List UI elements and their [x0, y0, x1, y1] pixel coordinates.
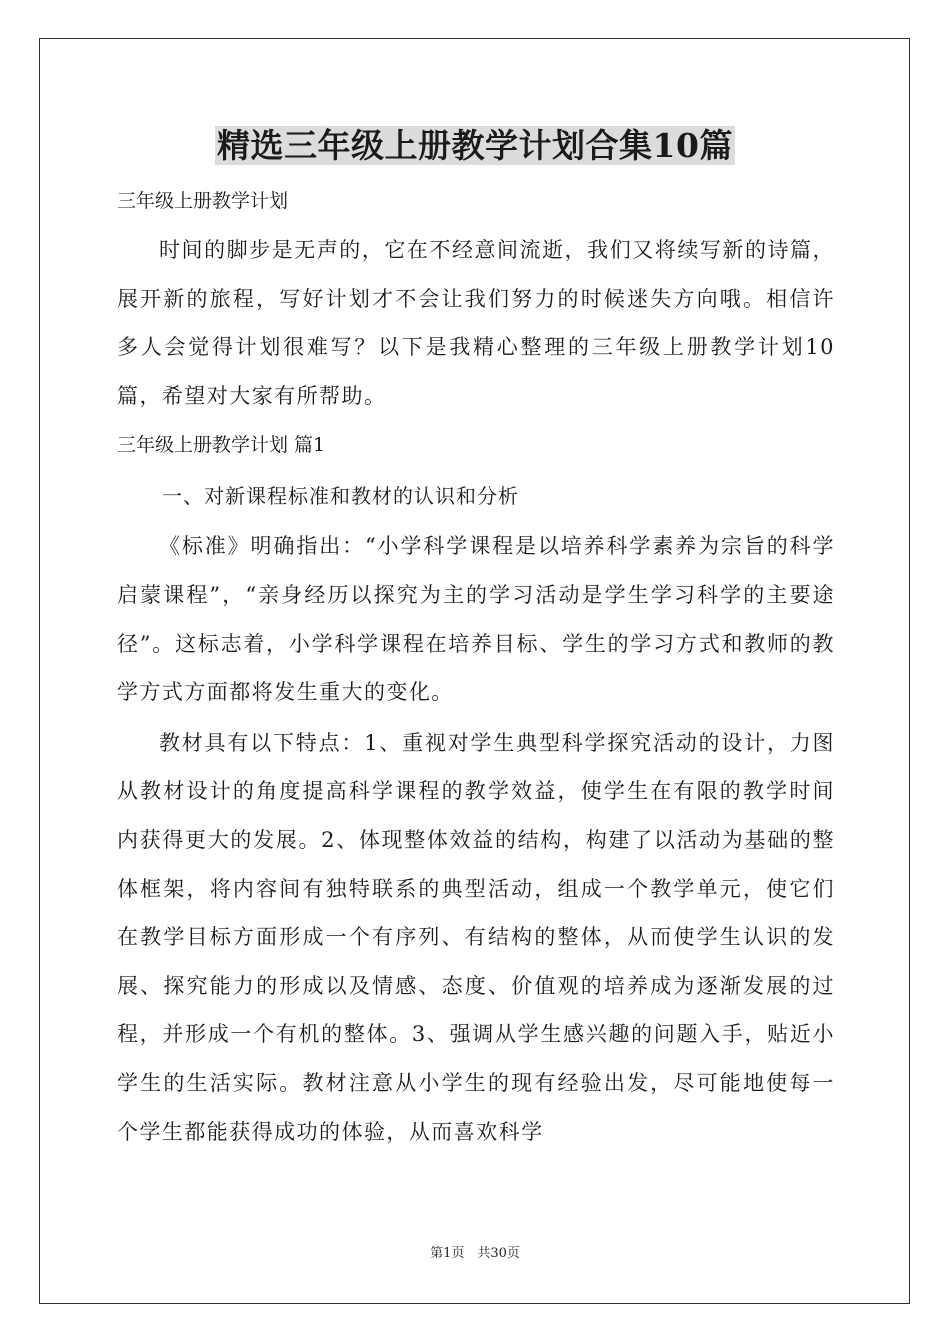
- document-title: [0, 124, 950, 168]
- page-number-footer: 第1页 共30页: [430, 1246, 520, 1261]
- document-body: [117, 176, 835, 1156]
- document-subtitle: 三年级上册教学计划: [117, 190, 289, 212]
- document-title-text: 精选三年级上册教学计划合集10篇: [217, 126, 733, 165]
- body-paragraph-2: 教材具有以下特点：1、重视对学生典型科学探究活动的设计，力图从教材设计的角度提高科学课程的教学效益，使学生在有限的教学时间内获得更大的发展。2、体现整体效益的结构，构建了以活动为基础的整体框架，将内容间有独特联系的典型活动，组成一个教学单元，使它们在教学目标方面形成一个有序列、有结构的整体，从而使学生认识的发展、探究能力的形成以及情感、态度、价值观的培养成为逐渐发展的过程，并形成一个有机的整体。3、强调从学生感兴趣的问题入手，贴近小学生的生活实际。教材注意从小学生的现有经验出发，尽可能地使每一个学生都能获得成功的体验，从而喜欢科学: [117, 730, 835, 1144]
- subsection-heading: 一、对新课程标准和教材的认识和分析: [162, 484, 519, 509]
- body-paragraph-1: 《标准》明确指出：“小学科学课程是以培养科学素养为宗旨的科学启蒙课程”，“亲身经历以探究为主的学习活动是学生学习科学的主要途径”。这标志着，小学科学课程在培养目标、学生的学习方式和教师的教学方式方面都将发生重大的变化。: [117, 534, 835, 705]
- intro-paragraph: 时间的脚步是无声的，它在不经意间流逝，我们又将续写新的诗篇，展开新的旅程，写好计划才不会让我们努力的时候迷失方向哦。相信许多人会觉得计划很难写？以下是我精心整理的三年级上册教学计划10篇，希望对大家有所帮助。: [117, 238, 835, 408]
- section-heading: 三年级上册教学计划 篇1: [117, 434, 326, 457]
